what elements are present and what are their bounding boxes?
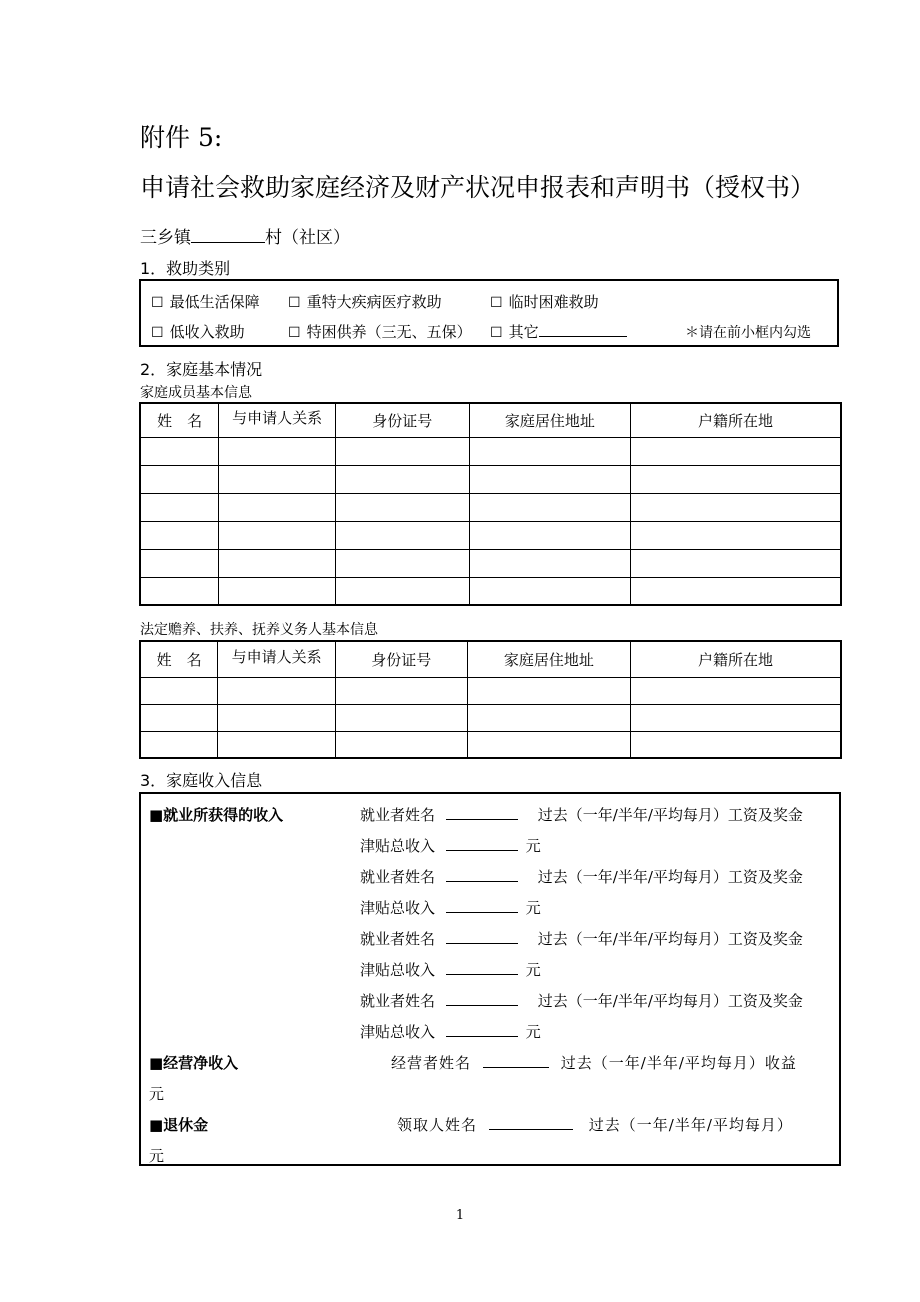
checkbox-icon[interactable]: ☐	[490, 325, 503, 341]
worker-line: 就业者姓名 过去（一年/半年/平均每月）工资及奖金	[360, 806, 803, 824]
cell[interactable]	[335, 465, 469, 493]
option-minimum-living[interactable]: ☐ 最低生活保障	[151, 293, 260, 311]
cell[interactable]	[467, 704, 631, 731]
option-temporary-hardship[interactable]: ☐ 临时困难救助	[490, 293, 599, 311]
checkbox-icon[interactable]: ☐	[288, 325, 301, 341]
document-title: 申请社会救助家庭经济及财产状况申报表和声明书（授权书）	[140, 173, 816, 202]
town-name: 三乡镇	[140, 228, 191, 248]
cell[interactable]	[631, 465, 841, 493]
attachment-label: 附件 5:	[140, 123, 223, 152]
option-other[interactable]: ☐ 其它	[490, 321, 627, 342]
col-household: 户籍所在地	[631, 403, 841, 437]
col-id: 身份证号	[336, 641, 468, 677]
checkbox-icon[interactable]: ☐	[151, 325, 164, 341]
cell[interactable]	[219, 521, 336, 549]
cell[interactable]	[336, 677, 468, 704]
col-id: 身份证号	[335, 403, 469, 437]
business-income-label: ■经营净收入	[149, 1054, 239, 1072]
cell[interactable]	[219, 577, 336, 605]
assistance-category-box	[139, 279, 839, 347]
allowance-line: 津贴总收入 元	[360, 837, 541, 855]
members-caption: 家庭成员基本信息	[140, 385, 252, 401]
section1-heading: 1．救助类别	[140, 259, 231, 278]
cell[interactable]	[469, 549, 631, 577]
cell[interactable]	[335, 521, 469, 549]
table-row	[140, 549, 841, 577]
pension-yuan: 元	[149, 1147, 165, 1165]
obligors-caption: 法定赡养、扶养、抚养义务人基本信息	[140, 622, 378, 638]
col-relation: 与申请人关系	[219, 403, 336, 437]
allowance-line: 津贴总收入 元	[360, 961, 541, 979]
business-yuan: 元	[149, 1085, 165, 1103]
col-address: 家庭居住地址	[467, 641, 631, 677]
worker-name-blank[interactable]	[446, 805, 518, 820]
checkbox-icon[interactable]: ☐	[490, 295, 503, 311]
allowance-blank[interactable]	[446, 1022, 518, 1037]
cell[interactable]	[140, 704, 218, 731]
page-number: 1	[455, 1208, 465, 1223]
table-row	[140, 493, 841, 521]
cell[interactable]	[218, 731, 336, 758]
town-village-line	[140, 223, 350, 248]
cell[interactable]	[335, 437, 469, 465]
operator-name-blank[interactable]	[483, 1053, 549, 1068]
other-blank[interactable]	[539, 322, 627, 337]
cell[interactable]	[219, 493, 336, 521]
option-major-illness[interactable]: ☐ 重特大疾病医疗救助	[288, 293, 442, 311]
table-header-row	[140, 641, 841, 677]
table-row	[140, 437, 841, 465]
cell[interactable]	[219, 465, 336, 493]
cell[interactable]	[469, 521, 631, 549]
worker-name-blank[interactable]	[446, 991, 518, 1006]
cell[interactable]	[631, 731, 841, 758]
col-name: 姓 名	[140, 403, 219, 437]
cell[interactable]	[140, 677, 218, 704]
table-header-row	[140, 403, 841, 437]
cell[interactable]	[218, 704, 336, 731]
col-address: 家庭居住地址	[469, 403, 631, 437]
village-blank[interactable]	[191, 226, 265, 243]
table-row	[140, 704, 841, 731]
allowance-blank[interactable]	[446, 898, 518, 913]
option-low-income[interactable]: ☐ 低收入救助	[151, 323, 245, 341]
section2-heading: 2．家庭基本情况	[140, 360, 263, 379]
worker-name-blank[interactable]	[446, 929, 518, 944]
cell[interactable]	[140, 437, 219, 465]
checkbox-icon[interactable]: ☐	[151, 295, 164, 311]
pension-label: ■退休金	[149, 1116, 209, 1134]
cell[interactable]	[469, 465, 631, 493]
worker-line: 就业者姓名 过去（一年/半年/平均每月）工资及奖金	[360, 868, 803, 886]
tick-note: ＊请在前小框内勾选	[685, 325, 811, 341]
cell[interactable]	[140, 549, 219, 577]
table-row	[140, 731, 841, 758]
col-household: 户籍所在地	[631, 641, 841, 677]
obligors-table	[139, 640, 842, 759]
village-suffix: 村（社区）	[265, 228, 350, 248]
worker-name-blank[interactable]	[446, 867, 518, 882]
table-row	[140, 465, 841, 493]
cell[interactable]	[336, 731, 468, 758]
cell[interactable]	[467, 731, 631, 758]
cell[interactable]	[335, 577, 469, 605]
members-table	[139, 402, 842, 606]
employment-income-label: ■就业所获得的收入	[149, 806, 284, 824]
cell[interactable]	[469, 577, 631, 605]
allowance-blank[interactable]	[446, 960, 518, 975]
worker-line: 就业者姓名 过去（一年/半年/平均每月）工资及奖金	[360, 930, 803, 948]
operator-line: 经营者姓名 过去（一年/半年/平均每月）收益	[391, 1054, 797, 1072]
cell[interactable]	[140, 521, 219, 549]
table-row	[140, 577, 841, 605]
table-row	[140, 521, 841, 549]
cell[interactable]	[631, 677, 841, 704]
checkbox-icon[interactable]: ☐	[288, 295, 301, 311]
cell[interactable]	[631, 521, 841, 549]
cell[interactable]	[467, 677, 631, 704]
allowance-line: 津贴总收入 元	[360, 899, 541, 917]
worker-line: 就业者姓名 过去（一年/半年/平均每月）工资及奖金	[360, 992, 803, 1010]
section3-heading: 3．家庭收入信息	[140, 771, 263, 790]
cell[interactable]	[631, 493, 841, 521]
cell[interactable]	[335, 549, 469, 577]
cell[interactable]	[631, 437, 841, 465]
cell[interactable]	[631, 549, 841, 577]
cell[interactable]	[631, 704, 841, 731]
cell[interactable]	[469, 493, 631, 521]
col-name: 姓 名	[140, 641, 218, 677]
cell[interactable]	[631, 577, 841, 605]
allowance-blank[interactable]	[446, 836, 518, 851]
cell[interactable]	[469, 437, 631, 465]
cell[interactable]	[219, 437, 336, 465]
pension-recipient-line: 领取人姓名 过去（一年/半年/平均每月）	[397, 1116, 793, 1134]
cell[interactable]	[140, 493, 219, 521]
cell[interactable]	[140, 465, 219, 493]
cell[interactable]	[140, 731, 218, 758]
cell[interactable]	[140, 577, 219, 605]
table-row	[140, 677, 841, 704]
recipient-name-blank[interactable]	[489, 1115, 573, 1130]
cell[interactable]	[219, 549, 336, 577]
cell[interactable]	[335, 493, 469, 521]
col-relation: 与申请人关系	[218, 641, 336, 677]
allowance-line: 津贴总收入 元	[360, 1023, 541, 1041]
cell[interactable]	[336, 704, 468, 731]
income-box	[139, 792, 841, 1166]
option-special-hardship[interactable]: ☐ 特困供养（三无、五保）	[288, 323, 472, 341]
cell[interactable]	[218, 677, 336, 704]
